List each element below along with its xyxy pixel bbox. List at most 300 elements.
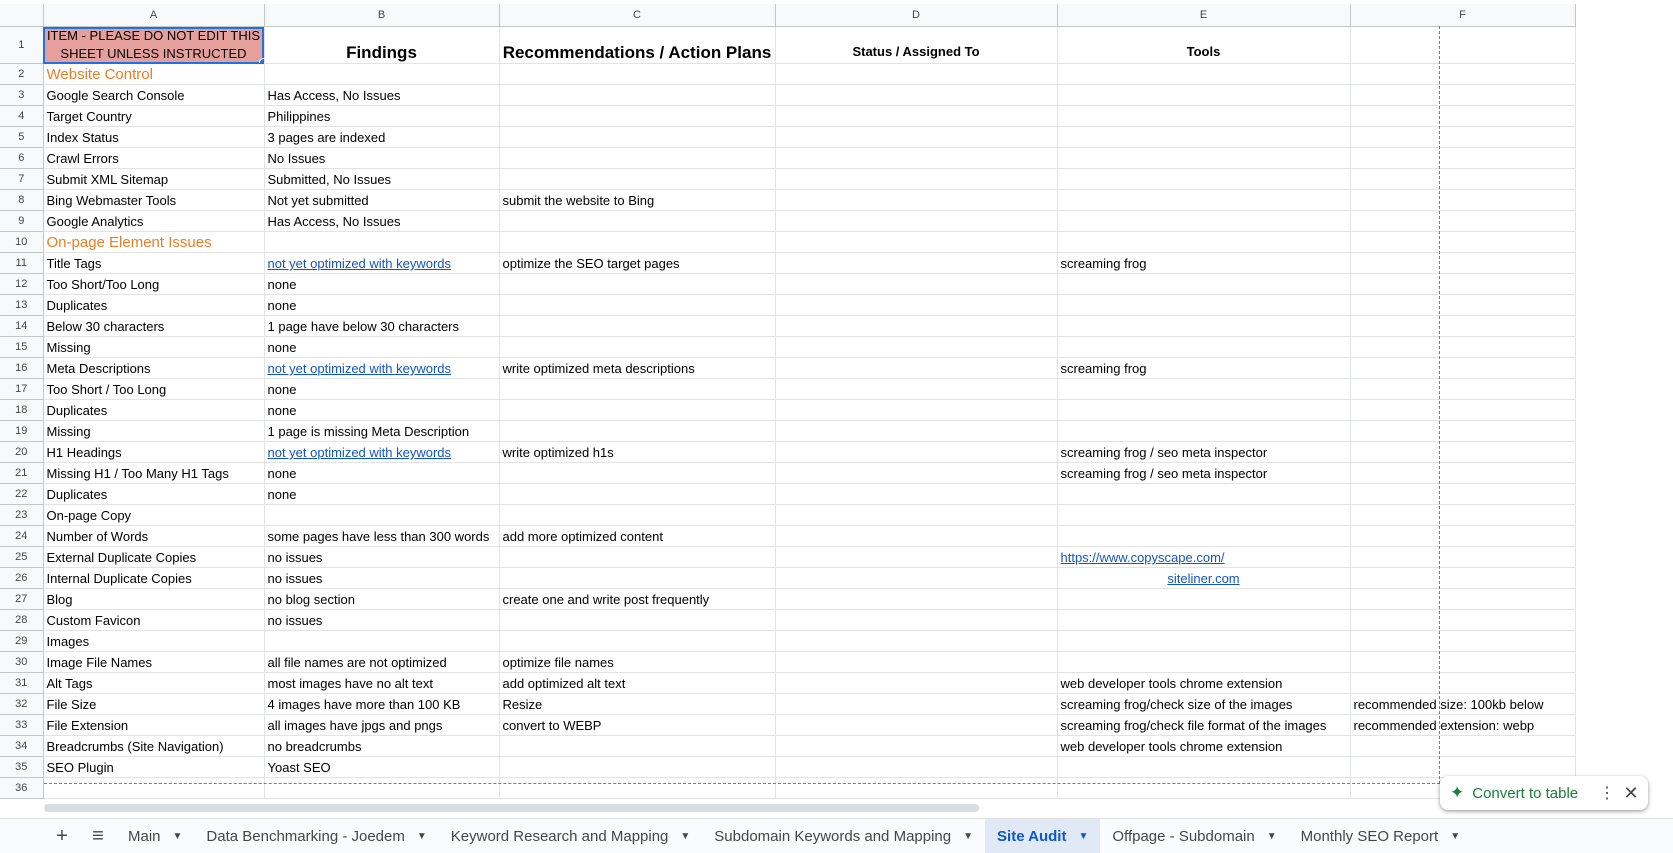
- item-cell[interactable]: Missing: [43, 421, 264, 442]
- row-header[interactable]: 33: [0, 715, 43, 736]
- recommendation-cell[interactable]: [499, 337, 775, 358]
- notes-cell[interactable]: [1350, 526, 1575, 547]
- recommendation-cell[interactable]: Resize: [499, 694, 775, 715]
- tools-cell[interactable]: [1057, 610, 1350, 631]
- tools-cell[interactable]: [1057, 316, 1350, 337]
- recommendation-cell[interactable]: [499, 295, 775, 316]
- findings-cell[interactable]: [264, 526, 499, 547]
- notes-cell[interactable]: [1350, 85, 1575, 106]
- tools-cell[interactable]: [1057, 211, 1350, 232]
- notes-cell[interactable]: [1350, 757, 1575, 778]
- status-cell[interactable]: [775, 694, 1057, 715]
- sheet-tab-label: Subdomain Keywords and Mapping: [714, 827, 952, 845]
- recommendation-cell[interactable]: [499, 232, 775, 253]
- caret-down-icon[interactable]: ▼: [172, 830, 183, 842]
- status-cell[interactable]: [775, 421, 1057, 442]
- status-cell[interactable]: [775, 442, 1057, 463]
- sheet-tab[interactable]: [702, 819, 985, 853]
- status-header-cell[interactable]: Status / Assigned To: [775, 27, 1057, 64]
- recommendation-cell[interactable]: [499, 568, 775, 589]
- tools-cell[interactable]: [1057, 232, 1350, 253]
- selection-fill-handle[interactable]: [259, 58, 265, 64]
- findings-cell[interactable]: [264, 400, 499, 421]
- sheet-tab[interactable]: [116, 819, 194, 853]
- notice-cell[interactable]: [43, 27, 264, 64]
- notes-cell[interactable]: [1350, 295, 1575, 316]
- tools-cell[interactable]: [1057, 736, 1350, 757]
- sheet-tab[interactable]: [194, 819, 438, 853]
- item-cell[interactable]: Too Short/Too Long: [43, 274, 264, 295]
- caret-down-icon[interactable]: ▼: [1450, 830, 1461, 842]
- findings-cell[interactable]: [264, 736, 499, 757]
- item-cell[interactable]: Missing H1 / Too Many H1 Tags: [43, 463, 264, 484]
- tools-cell[interactable]: [1057, 85, 1350, 106]
- status-cell[interactable]: [775, 484, 1057, 505]
- findings-cell[interactable]: [264, 694, 499, 715]
- convert-to-table-popup[interactable]: [1440, 776, 1648, 810]
- status-cell[interactable]: [775, 547, 1057, 568]
- row-header[interactable]: 29: [0, 631, 43, 652]
- sheet-tab[interactable]: [439, 819, 703, 853]
- recommendation-cell[interactable]: [499, 64, 775, 85]
- findings-cell[interactable]: [264, 190, 499, 211]
- recommendation-cell[interactable]: [499, 106, 775, 127]
- column-header-e[interactable]: E: [1057, 4, 1350, 27]
- notes-cell[interactable]: [1350, 379, 1575, 400]
- recommendation-cell[interactable]: [499, 127, 775, 148]
- tools-cell[interactable]: [1057, 253, 1350, 274]
- more-options-icon[interactable]: ⋮: [1599, 785, 1615, 802]
- notes-cell[interactable]: [1350, 148, 1575, 169]
- status-cell[interactable]: [775, 526, 1057, 547]
- table-row: [0, 379, 1575, 400]
- row-header[interactable]: 18: [0, 400, 43, 421]
- row-header[interactable]: 16: [0, 358, 43, 379]
- findings-cell[interactable]: [264, 358, 499, 379]
- row-header[interactable]: 6: [0, 148, 43, 169]
- item-cell[interactable]: On-page Copy: [43, 505, 264, 526]
- findings-text: Has Access, No Issues: [267, 88, 401, 103]
- findings-cell[interactable]: [264, 85, 499, 106]
- select-all-corner[interactable]: [0, 4, 43, 27]
- status-cell[interactable]: [775, 631, 1057, 652]
- column-header-a[interactable]: A: [43, 4, 264, 27]
- recommendation-cell[interactable]: [499, 610, 775, 631]
- row-header[interactable]: 22: [0, 484, 43, 505]
- item-cell[interactable]: External Duplicate Copies: [43, 547, 264, 568]
- item-cell[interactable]: [43, 778, 264, 799]
- recommendation-cell[interactable]: [499, 484, 775, 505]
- table-row: [0, 505, 1575, 526]
- row-header[interactable]: 36: [0, 778, 43, 799]
- row-header[interactable]: 1: [0, 27, 43, 64]
- recommendation-cell[interactable]: convert to WEBP: [499, 715, 775, 736]
- row-header[interactable]: 24: [0, 526, 43, 547]
- recommendation-cell[interactable]: [499, 316, 775, 337]
- item-cell[interactable]: Breadcrumbs (Site Navigation): [43, 736, 264, 757]
- item-cell[interactable]: Custom Favicon: [43, 610, 264, 631]
- caret-down-icon[interactable]: ▼: [1266, 830, 1277, 842]
- notes-cell[interactable]: [1350, 442, 1575, 463]
- findings-cell[interactable]: [264, 316, 499, 337]
- notes-cell[interactable]: [1350, 568, 1575, 589]
- status-cell[interactable]: [775, 85, 1057, 106]
- tools-cell[interactable]: [1057, 673, 1350, 694]
- sheet-tab[interactable]: [1100, 819, 1288, 853]
- status-cell[interactable]: [775, 316, 1057, 337]
- notes-cell[interactable]: [1350, 169, 1575, 190]
- item-cell[interactable]: Bing Webmaster Tools: [43, 190, 264, 211]
- status-cell[interactable]: [775, 169, 1057, 190]
- tools-cell[interactable]: [1057, 274, 1350, 295]
- status-cell[interactable]: [775, 757, 1057, 778]
- findings-cell[interactable]: [264, 610, 499, 631]
- item-cell[interactable]: Too Short / Too Long: [43, 379, 264, 400]
- item-cell[interactable]: Meta Descriptions: [43, 358, 264, 379]
- status-cell[interactable]: [775, 673, 1057, 694]
- status-cell[interactable]: [775, 358, 1057, 379]
- notes-cell[interactable]: [1350, 400, 1575, 421]
- findings-cell[interactable]: [264, 442, 499, 463]
- findings-cell[interactable]: [264, 757, 499, 778]
- findings-cell[interactable]: [264, 253, 499, 274]
- row-header[interactable]: 2: [0, 64, 43, 85]
- recommendation-cell[interactable]: [499, 85, 775, 106]
- tools-cell[interactable]: [1057, 190, 1350, 211]
- notes-cell[interactable]: [1350, 190, 1575, 211]
- recommendation-cell[interactable]: [499, 631, 775, 652]
- item-cell[interactable]: Google Search Console: [43, 85, 264, 106]
- status-cell[interactable]: [775, 295, 1057, 316]
- status-cell[interactable]: [775, 400, 1057, 421]
- findings-cell[interactable]: [264, 484, 499, 505]
- row-header[interactable]: 27: [0, 589, 43, 610]
- tools-cell[interactable]: [1057, 127, 1350, 148]
- caret-down-icon[interactable]: ▼: [963, 830, 974, 842]
- recommendation-cell[interactable]: [499, 379, 775, 400]
- recommendation-cell[interactable]: write optimized meta descriptions: [499, 358, 775, 379]
- row-header[interactable]: 34: [0, 736, 43, 757]
- findings-cell[interactable]: [264, 631, 499, 652]
- tools-link[interactable]: siteliner.com: [1167, 571, 1240, 586]
- findings-cell[interactable]: [264, 232, 499, 253]
- notes-cell[interactable]: [1350, 589, 1575, 610]
- recommendation-cell[interactable]: [499, 169, 775, 190]
- tools-cell[interactable]: [1057, 295, 1350, 316]
- column-header-c[interactable]: C: [499, 4, 775, 27]
- item-cell[interactable]: Duplicates: [43, 400, 264, 421]
- row-header[interactable]: 11: [0, 253, 43, 274]
- recommendation-cell[interactable]: [499, 211, 775, 232]
- notes-cell[interactable]: [1350, 505, 1575, 526]
- row-header[interactable]: 10: [0, 232, 43, 253]
- item-cell[interactable]: SEO Plugin: [43, 757, 264, 778]
- recommendation-cell[interactable]: submit the website to Bing: [499, 190, 775, 211]
- close-icon[interactable]: ✕: [1623, 782, 1639, 803]
- status-cell[interactable]: [775, 463, 1057, 484]
- row-header[interactable]: 12: [0, 274, 43, 295]
- item-cell[interactable]: Images: [43, 631, 264, 652]
- notes-cell[interactable]: recommended size: 100kb below: [1350, 694, 1575, 715]
- add-sheet-icon[interactable]: +: [56, 824, 68, 847]
- recommendation-cell[interactable]: [499, 148, 775, 169]
- status-cell[interactable]: [775, 505, 1057, 526]
- recommendation-cell[interactable]: [499, 547, 775, 568]
- notes-cell[interactable]: [1350, 358, 1575, 379]
- tools-cell[interactable]: [1057, 547, 1350, 568]
- status-cell[interactable]: [775, 337, 1057, 358]
- status-cell[interactable]: [775, 610, 1057, 631]
- row-header[interactable]: 9: [0, 211, 43, 232]
- tools-link[interactable]: https://www.copyscape.com/: [1060, 550, 1225, 565]
- notes-cell[interactable]: [1350, 64, 1575, 85]
- tools-cell[interactable]: [1057, 589, 1350, 610]
- item-cell[interactable]: Duplicates: [43, 484, 264, 505]
- cell[interactable]: [1350, 27, 1575, 64]
- row-header[interactable]: 28: [0, 610, 43, 631]
- item-cell[interactable]: Google Analytics: [43, 211, 264, 232]
- recommendation-cell[interactable]: [499, 736, 775, 757]
- item-cell[interactable]: Internal Duplicate Copies: [43, 568, 264, 589]
- status-cell[interactable]: [775, 148, 1057, 169]
- row-header[interactable]: 30: [0, 652, 43, 673]
- notes-cell[interactable]: [1350, 652, 1575, 673]
- convert-to-table-button[interactable]: Convert to table: [1472, 784, 1579, 802]
- table-row: [0, 316, 1575, 337]
- notes-cell[interactable]: [1350, 547, 1575, 568]
- recommendation-cell[interactable]: add more optimized content: [499, 526, 775, 547]
- caret-down-icon[interactable]: ▼: [416, 830, 427, 842]
- recommendation-cell[interactable]: [499, 505, 775, 526]
- row-header[interactable]: 5: [0, 127, 43, 148]
- row-header[interactable]: 35: [0, 757, 43, 778]
- status-cell[interactable]: [775, 232, 1057, 253]
- tools-cell[interactable]: [1057, 652, 1350, 673]
- status-cell[interactable]: [775, 379, 1057, 400]
- row-header[interactable]: 32: [0, 694, 43, 715]
- item-cell[interactable]: File Size: [43, 694, 264, 715]
- row-header[interactable]: 31: [0, 673, 43, 694]
- row-header[interactable]: 14: [0, 316, 43, 337]
- findings-cell[interactable]: [264, 589, 499, 610]
- recommendation-cell[interactable]: [499, 463, 775, 484]
- notes-cell[interactable]: [1350, 253, 1575, 274]
- tools-cell[interactable]: [1057, 526, 1350, 547]
- status-cell[interactable]: [775, 190, 1057, 211]
- recommendation-cell[interactable]: [499, 778, 775, 799]
- status-cell[interactable]: [775, 736, 1057, 757]
- notes-cell[interactable]: [1350, 610, 1575, 631]
- all-sheets-menu-icon[interactable]: ≡: [92, 824, 104, 847]
- tools-cell[interactable]: [1057, 568, 1350, 589]
- tools-cell[interactable]: [1057, 757, 1350, 778]
- row-header[interactable]: 21: [0, 463, 43, 484]
- item-cell[interactable]: File Extension: [43, 715, 264, 736]
- tools-cell[interactable]: [1057, 421, 1350, 442]
- tools-cell[interactable]: [1057, 484, 1350, 505]
- row-header[interactable]: 20: [0, 442, 43, 463]
- findings-cell[interactable]: [264, 652, 499, 673]
- findings-text: no issues: [267, 613, 323, 628]
- recommendation-cell[interactable]: [499, 757, 775, 778]
- caret-down-icon[interactable]: ▼: [680, 830, 691, 842]
- notes-cell[interactable]: recommended extension: webp: [1350, 715, 1575, 736]
- column-header-f[interactable]: F: [1350, 4, 1575, 27]
- findings-cell[interactable]: [264, 673, 499, 694]
- findings-cell[interactable]: [264, 778, 499, 799]
- item-cell[interactable]: Index Status: [43, 127, 264, 148]
- item-cell[interactable]: Target Country: [43, 106, 264, 127]
- notes-cell[interactable]: [1350, 463, 1575, 484]
- tools-cell[interactable]: [1057, 505, 1350, 526]
- recommendation-cell[interactable]: [499, 274, 775, 295]
- notes-cell[interactable]: [1350, 127, 1575, 148]
- row-header[interactable]: 13: [0, 295, 43, 316]
- tools-cell[interactable]: [1057, 148, 1350, 169]
- status-cell[interactable]: [775, 652, 1057, 673]
- findings-header-cell[interactable]: Findings: [264, 27, 499, 64]
- tools-cell[interactable]: [1057, 64, 1350, 85]
- item-cell[interactable]: Website Control: [43, 64, 264, 85]
- recommendation-cell[interactable]: optimize the SEO target pages: [499, 253, 775, 274]
- findings-text: Not yet submitted: [267, 193, 369, 208]
- tools-cell[interactable]: [1057, 631, 1350, 652]
- status-cell[interactable]: [775, 589, 1057, 610]
- notes-cell[interactable]: [1350, 106, 1575, 127]
- findings-cell[interactable]: [264, 106, 499, 127]
- notes-cell[interactable]: [1350, 673, 1575, 694]
- status-cell[interactable]: [775, 127, 1057, 148]
- notes-cell[interactable]: [1350, 631, 1575, 652]
- findings-cell[interactable]: [264, 547, 499, 568]
- item-cell[interactable]: Alt Tags: [43, 673, 264, 694]
- notes-cell[interactable]: [1350, 274, 1575, 295]
- findings-text: Submitted, No Issues: [267, 172, 392, 187]
- item-cell[interactable]: Crawl Errors: [43, 148, 264, 169]
- findings-cell[interactable]: [264, 295, 499, 316]
- status-cell[interactable]: [775, 568, 1057, 589]
- recommendation-cell[interactable]: [499, 400, 775, 421]
- row-header[interactable]: 7: [0, 169, 43, 190]
- findings-cell[interactable]: [264, 274, 499, 295]
- recommendation-cell[interactable]: create one and write post frequently: [499, 589, 775, 610]
- recommendation-cell[interactable]: [499, 421, 775, 442]
- item-cell[interactable]: Blog: [43, 589, 264, 610]
- recommendation-cell[interactable]: write optimized h1s: [499, 442, 775, 463]
- row-header[interactable]: 23: [0, 505, 43, 526]
- findings-cell[interactable]: [264, 505, 499, 526]
- sheet-tab[interactable]: [1289, 819, 1472, 853]
- status-cell[interactable]: [775, 64, 1057, 85]
- recommendation-cell[interactable]: optimize file names: [499, 652, 775, 673]
- recommendation-cell[interactable]: add optimized alt text: [499, 673, 775, 694]
- tools-cell[interactable]: [1057, 379, 1350, 400]
- status-cell[interactable]: [775, 274, 1057, 295]
- notes-cell[interactable]: [1350, 337, 1575, 358]
- row-header[interactable]: 8: [0, 190, 43, 211]
- tools-cell[interactable]: [1057, 694, 1350, 715]
- notes-cell[interactable]: [1350, 211, 1575, 232]
- row-header[interactable]: 17: [0, 379, 43, 400]
- row-header[interactable]: 19: [0, 421, 43, 442]
- status-cell[interactable]: [775, 106, 1057, 127]
- recommendations-header-cell[interactable]: Recommendations / Action Plans: [499, 27, 775, 64]
- item-cell[interactable]: Submit XML Sitemap: [43, 169, 264, 190]
- status-cell[interactable]: [775, 253, 1057, 274]
- row-header[interactable]: 15: [0, 337, 43, 358]
- notes-cell[interactable]: [1350, 484, 1575, 505]
- tools-header-cell[interactable]: Tools: [1057, 27, 1350, 64]
- findings-cell[interactable]: [264, 568, 499, 589]
- tools-cell[interactable]: [1057, 169, 1350, 190]
- tools-cell[interactable]: [1057, 400, 1350, 421]
- tools-text: screaming frog / seo meta inspector: [1060, 466, 1268, 481]
- item-cell[interactable]: Duplicates: [43, 295, 264, 316]
- row-header[interactable]: 4: [0, 106, 43, 127]
- findings-link[interactable]: not yet optimized with keywords: [267, 445, 452, 460]
- notes-cell[interactable]: [1350, 421, 1575, 442]
- findings-cell[interactable]: [264, 463, 499, 484]
- horizontal-scrollbar[interactable]: [44, 804, 979, 812]
- column-header-d[interactable]: D: [775, 4, 1057, 27]
- item-cell[interactable]: Below 30 characters: [43, 316, 264, 337]
- tools-cell[interactable]: [1057, 778, 1350, 799]
- sparkle-icon: ✦: [1450, 783, 1465, 802]
- findings-cell[interactable]: [264, 148, 499, 169]
- item-cell[interactable]: Title Tags: [43, 253, 264, 274]
- findings-link[interactable]: not yet optimized with keywords: [267, 361, 452, 376]
- findings-cell[interactable]: [264, 64, 499, 85]
- findings-cell[interactable]: [264, 127, 499, 148]
- sheet-tab[interactable]: [985, 819, 1100, 853]
- tools-cell[interactable]: [1057, 358, 1350, 379]
- sheet-tab-label: Offpage - Subdomain: [1112, 827, 1255, 845]
- item-cell[interactable]: Image File Names: [43, 652, 264, 673]
- status-cell[interactable]: [775, 211, 1057, 232]
- row-header[interactable]: 26: [0, 568, 43, 589]
- caret-down-icon[interactable]: ▼: [1078, 830, 1089, 842]
- sheet-tab-label: Data Benchmarking - Joedem: [206, 827, 405, 845]
- findings-cell[interactable]: [264, 337, 499, 358]
- notes-cell[interactable]: [1350, 232, 1575, 253]
- findings-cell[interactable]: [264, 169, 499, 190]
- findings-text: 1 page have below 30 characters: [267, 319, 460, 334]
- row-header[interactable]: 25: [0, 547, 43, 568]
- column-header-b[interactable]: B: [264, 4, 499, 27]
- findings-cell[interactable]: [264, 379, 499, 400]
- notes-cell[interactable]: [1350, 316, 1575, 337]
- findings-cell[interactable]: [264, 421, 499, 442]
- findings-link[interactable]: not yet optimized with keywords: [267, 256, 452, 271]
- item-cell[interactable]: Number of Words: [43, 526, 264, 547]
- status-cell[interactable]: [775, 715, 1057, 736]
- item-cell[interactable]: Missing: [43, 337, 264, 358]
- table-row: [0, 211, 1575, 232]
- tools-cell[interactable]: [1057, 463, 1350, 484]
- tools-cell[interactable]: [1057, 337, 1350, 358]
- findings-cell[interactable]: [264, 715, 499, 736]
- findings-cell[interactable]: [264, 211, 499, 232]
- tools-cell[interactable]: [1057, 715, 1350, 736]
- findings-text: no issues: [267, 571, 323, 586]
- item-cell[interactable]: H1 Headings: [43, 442, 264, 463]
- tools-cell[interactable]: [1057, 442, 1350, 463]
- status-cell[interactable]: [775, 778, 1057, 799]
- tools-cell[interactable]: [1057, 106, 1350, 127]
- notes-cell[interactable]: [1350, 736, 1575, 757]
- row-header[interactable]: 3: [0, 85, 43, 106]
- item-cell[interactable]: On-page Element Issues: [43, 232, 264, 253]
